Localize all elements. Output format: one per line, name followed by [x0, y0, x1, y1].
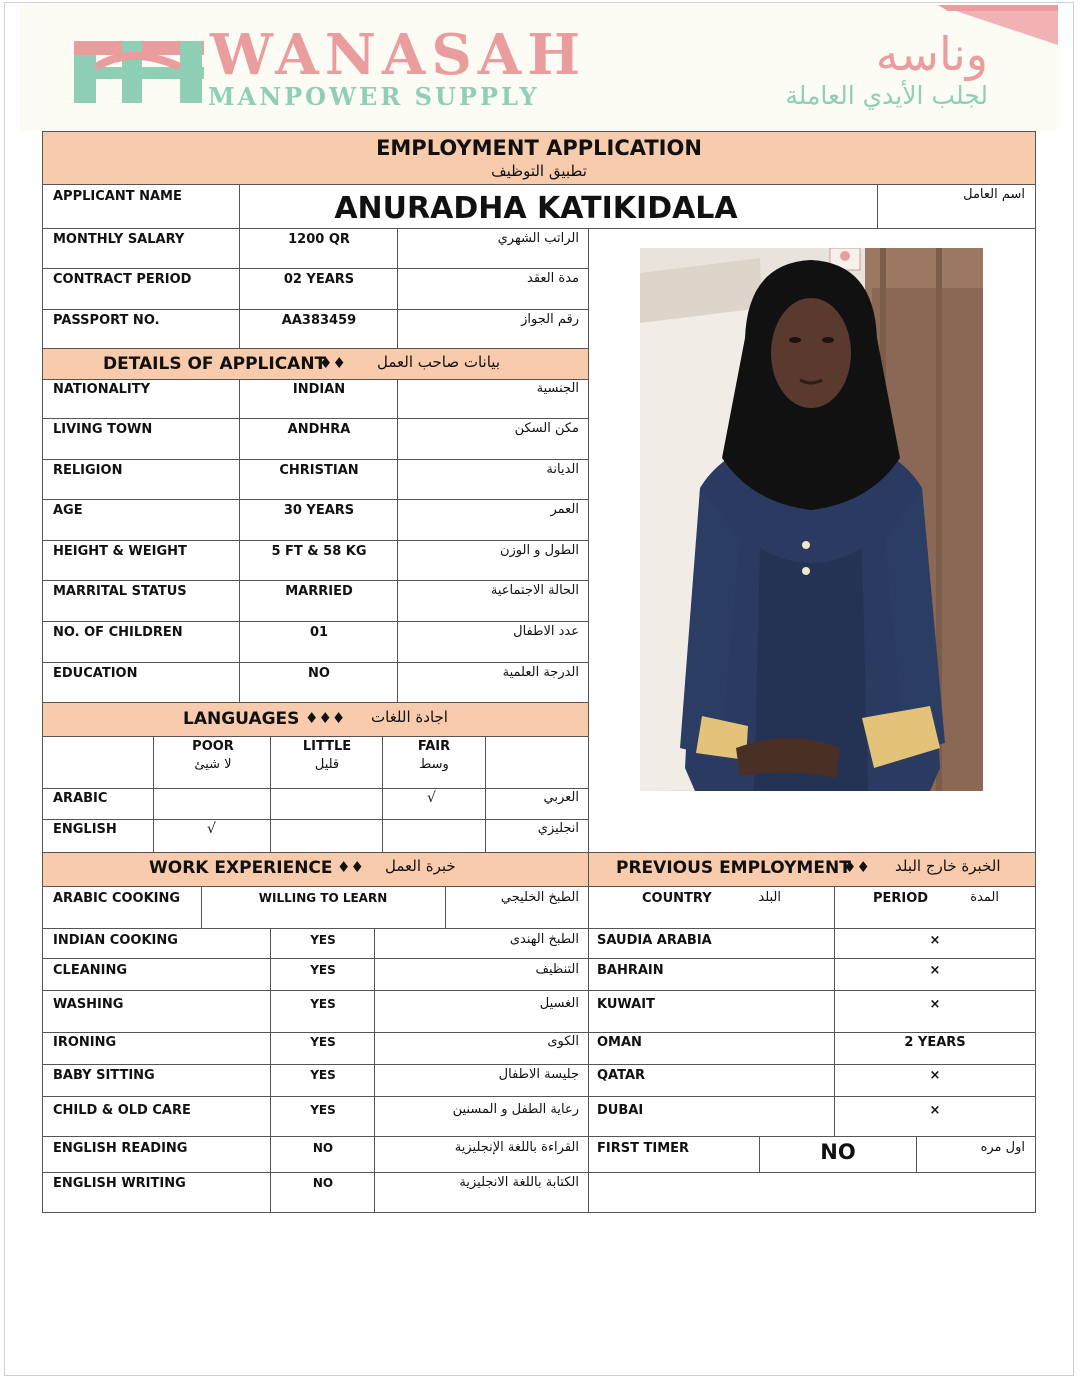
- english-poor-tick: √: [207, 821, 216, 837]
- previous-marks: ♦♦: [843, 858, 870, 876]
- country-cell: DUBAI: [597, 1103, 644, 1118]
- passport-value: AA383459: [281, 313, 357, 328]
- detail-label: LIVING TOWN: [53, 422, 153, 437]
- language-label-arabic: انجليزي: [537, 821, 579, 836]
- skill-value: NO: [312, 1141, 334, 1155]
- skill-value: YES: [310, 1035, 336, 1049]
- letterhead: [20, 5, 1058, 131]
- level-poor-arabic: لا شيئ: [194, 757, 232, 772]
- applicant-name-label: APPLICANT NAME: [53, 189, 182, 204]
- passport-label: PASSPORT NO.: [53, 313, 160, 328]
- detail-label-arabic: الجنسية: [536, 381, 579, 396]
- detail-value: 01: [309, 625, 329, 640]
- country-cell: SAUDIA ARABIA: [597, 933, 712, 948]
- applicant-photo: [640, 248, 983, 791]
- detail-label: AGE: [53, 503, 83, 518]
- period-cell: ×: [929, 963, 941, 978]
- skill-label-arabic: الكوى: [547, 1034, 579, 1049]
- country-header-arabic: البلد: [758, 890, 781, 905]
- country-cell: QATAR: [597, 1068, 646, 1083]
- period-cell: 2 YEARS: [904, 1035, 966, 1050]
- detail-value: INDIAN: [292, 382, 346, 397]
- salary-label-arabic: الراتب الشهري: [497, 231, 579, 246]
- applicant-name-label-arabic: اسم العامل: [963, 187, 1025, 202]
- contract-value: 02 YEARS: [283, 272, 355, 287]
- form-title: EMPLOYMENT APPLICATION: [376, 136, 702, 160]
- detail-value: CHRISTIAN: [279, 463, 359, 478]
- country-cell: BAHRAIN: [597, 963, 664, 978]
- skill-label: ARABIC COOKING: [53, 891, 181, 906]
- skill-label: ENGLISH READING: [53, 1141, 188, 1156]
- period-cell: ×: [929, 1103, 941, 1118]
- detail-label: EDUCATION: [53, 666, 138, 681]
- salary-value: 1200 QR: [288, 232, 350, 247]
- details-marks: ♦♦: [319, 354, 346, 372]
- skill-label-arabic: القراءة باللغة الإنجليزية: [454, 1140, 579, 1155]
- skill-label: IRONING: [53, 1035, 117, 1050]
- logo-mark-icon: [72, 35, 212, 107]
- skill-label-arabic: الكتابة باللغة الانجليزية: [459, 1175, 579, 1190]
- skill-label: CLEANING: [53, 963, 128, 978]
- detail-value: MARRIED: [285, 584, 353, 599]
- country-header: COUNTRY: [642, 891, 712, 906]
- skill-value: WILLING TO LEARN: [258, 891, 388, 905]
- logo-subtitle: MANPOWER SUPPLY: [208, 82, 540, 111]
- skill-label: BABY SITTING: [53, 1068, 155, 1083]
- language-label: ARABIC: [53, 791, 108, 806]
- details-title-arabic: بيانات صاحب العمل: [377, 353, 500, 371]
- form-title-arabic: تطبيق التوظيف: [491, 162, 587, 180]
- skill-label-arabic: الغسيل: [539, 996, 579, 1011]
- detail-label: HEIGHT & WEIGHT: [53, 544, 187, 559]
- skill-label-arabic: جليسة الاطفال: [498, 1067, 579, 1082]
- period-cell: ×: [929, 1068, 941, 1083]
- contract-label-arabic: مدة العقد: [527, 271, 579, 286]
- detail-label-arabic: الدرجة العلمية: [502, 665, 579, 680]
- first-timer-value: NO: [820, 1140, 856, 1164]
- languages-title: LANGUAGES: [183, 709, 300, 729]
- work-title-arabic: خبرة العمل: [385, 857, 456, 875]
- logo-arabic-title: وناسه: [875, 27, 988, 81]
- detail-label-arabic: مكن السكن: [514, 421, 579, 436]
- period-cell: ×: [929, 997, 941, 1012]
- skill-label-arabic: رعاية الطفل و المسنين: [452, 1102, 579, 1117]
- level-fair: FAIR: [417, 739, 451, 754]
- detail-label-arabic: عدد الاطفال: [513, 624, 579, 639]
- previous-title-arabic: الخبرة خارج البلد: [895, 857, 1001, 875]
- skill-label: INDIAN COOKING: [53, 933, 178, 948]
- level-little-arabic: قليل: [314, 757, 340, 772]
- languages-title-arabic: اجادة اللغات: [371, 708, 448, 726]
- level-poor: POOR: [192, 739, 234, 754]
- detail-label-arabic: العمر: [550, 502, 579, 517]
- country-cell: OMAN: [597, 1035, 642, 1050]
- detail-label: RELIGION: [53, 463, 123, 478]
- contract-label: CONTRACT PERIOD: [53, 272, 192, 287]
- level-little: LITTLE: [302, 739, 352, 754]
- first-timer-label-arabic: اول مره: [980, 1140, 1025, 1155]
- period-header: PERIOD: [873, 891, 929, 906]
- work-title: WORK EXPERIENCE: [149, 858, 333, 878]
- salary-label: MONTHLY SALARY: [53, 232, 185, 247]
- detail-label: MARRITAL STATUS: [53, 584, 187, 599]
- detail-label-arabic: الحالة الاجتماعية: [490, 583, 579, 598]
- detail-value: ANDHRA: [287, 422, 351, 437]
- language-label-arabic: العربي: [543, 790, 579, 805]
- previous-title: PREVIOUS EMPLOYMENT: [616, 858, 851, 878]
- detail-label: NO. OF CHILDREN: [53, 625, 183, 640]
- logo-arabic-subtitle: لجلب الأيدي العاملة: [785, 81, 988, 110]
- detail-label-arabic: الطول و الوزن: [499, 543, 579, 558]
- logo-title: WANASAH: [210, 22, 587, 88]
- languages-marks: ♦♦♦: [305, 709, 346, 727]
- detail-value: 5 FT & 58 KG: [271, 544, 367, 559]
- applicant-name-value: ANURADHA KATIKIDALA: [334, 191, 738, 226]
- detail-label: NATIONALITY: [53, 382, 151, 397]
- first-timer-label: FIRST TIMER: [597, 1141, 690, 1156]
- level-fair-arabic: وسط: [419, 757, 449, 772]
- skill-label-arabic: الطبخ الهندى: [509, 932, 579, 947]
- skill-value: YES: [310, 1068, 336, 1082]
- work-marks: ♦♦: [337, 858, 364, 876]
- skill-label: CHILD & OLD CARE: [53, 1103, 191, 1118]
- skill-label-arabic: الطبخ الخليجي: [500, 890, 579, 905]
- period-header-arabic: المدة: [970, 890, 999, 905]
- skill-label: ENGLISH WRITING: [53, 1176, 186, 1191]
- skill-value: YES: [310, 1103, 336, 1117]
- detail-value: 30 YEARS: [283, 503, 355, 518]
- skill-value: YES: [310, 933, 336, 947]
- details-title: DETAILS OF APPLICANT: [103, 354, 327, 374]
- passport-label-arabic: رقم الجواز: [521, 312, 579, 327]
- skill-label: WASHING: [53, 997, 124, 1012]
- arabic-fair-tick: √: [427, 790, 436, 806]
- detail-label-arabic: الديانة: [546, 462, 579, 477]
- period-cell: ×: [929, 933, 941, 948]
- skill-value: YES: [310, 997, 336, 1011]
- skill-label-arabic: التنظيف: [535, 962, 579, 977]
- skill-value: NO: [312, 1176, 334, 1190]
- detail-value: NO: [308, 666, 330, 681]
- language-label: ENGLISH: [53, 822, 117, 837]
- country-cell: KUWAIT: [597, 997, 655, 1012]
- skill-value: YES: [310, 963, 336, 977]
